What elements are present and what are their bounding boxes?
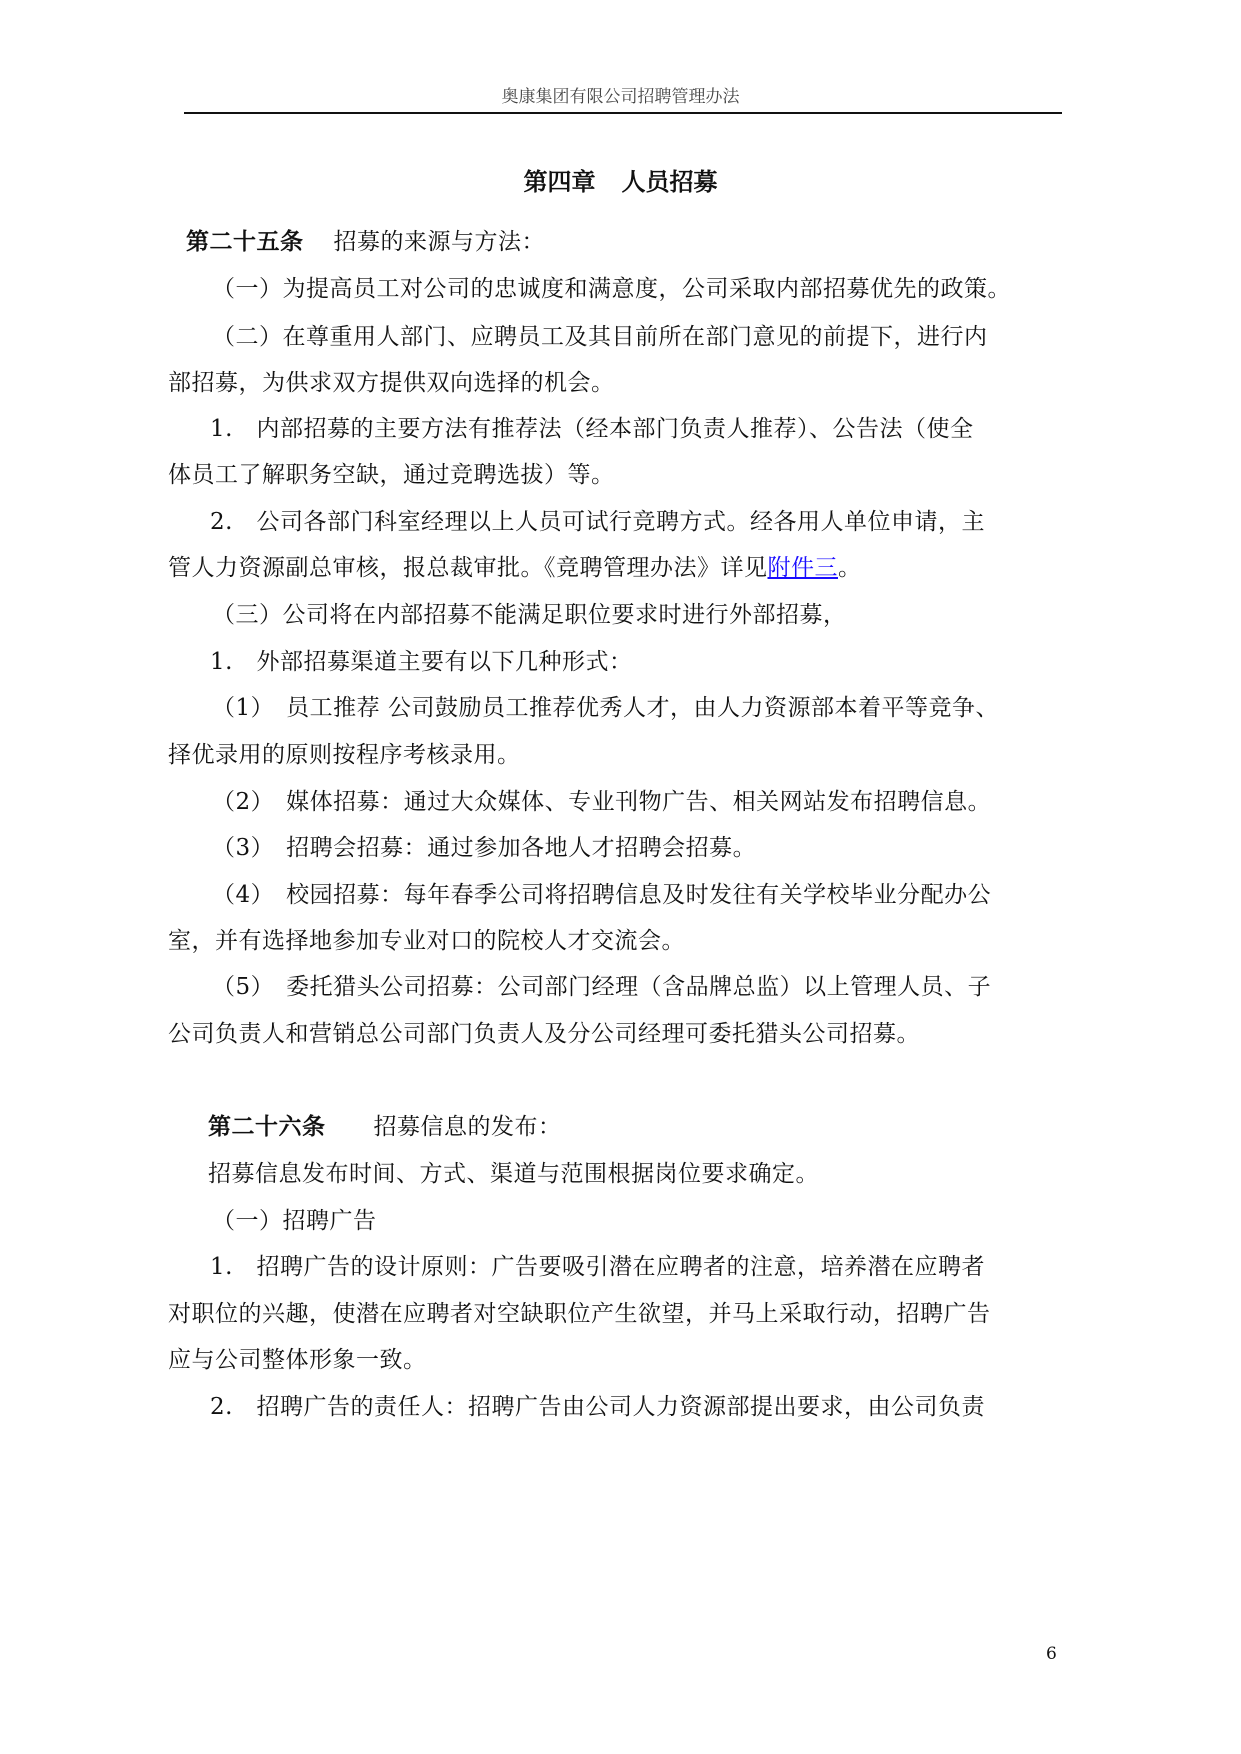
paragraph-line: （3） 招聘会招募：通过参加各地人才招聘会招募。 [212,835,757,861]
paragraph-line: 公司负责人和营销总公司部门负责人及分公司经理可委托猎头公司招募。 [168,1021,920,1047]
paragraph-line: （2） 媒体招募：通过大众媒体、专业刊物广告、相关网站发布招聘信息。 [212,789,992,815]
line-text: 管人力资源副总审核，报总裁审批。《竞聘管理办法》详见 [168,555,768,581]
paragraph-line: 室，并有选择地参加专业对口的院校人才交流会。 [168,928,685,954]
line-end: 。 [838,555,862,581]
paragraph-line: （1） 员工推荐 公司鼓励员工推荐优秀人才，由人力资源部本着平等竞争、 [212,695,999,721]
paragraph-line: 2. 招聘广告的责任人：招聘广告由公司人力资源部提出要求，由公司负责 [210,1394,985,1420]
paragraph-line: 对职位的兴趣，使潜在应聘者对空缺职位产生欲望，并马上采取行动，招聘广告 [168,1301,991,1327]
paragraph-line: 应与公司整体形象一致。 [168,1347,427,1373]
paragraph-line: 体员工了解职务空缺，通过竞聘选拔）等。 [168,462,615,488]
paragraph-line: 部招募，为供求双方提供双向选择的机会。 [168,370,615,396]
article-26-heading [208,1108,562,1141]
paragraph-line: （一）招聘广告 [212,1208,377,1234]
paragraph-line: 2. 公司各部门科室经理以上人员可试行竞聘方式。经各用人单位申请，主 [210,509,985,535]
paragraph-line: 1. 外部招募渠道主要有以下几种形式： [210,649,633,675]
paragraph-line: （一）为提高员工对公司的忠诚度和满意度，公司采取内部招募优先的政策。 [212,276,1011,302]
paragraph-line: （4） 校园招募：每年春季公司将招聘信息及时发往有关学校毕业分配办公 [212,882,992,908]
paragraph-line: （5） 委托猎头公司招募：公司部门经理（含品牌总监）以上管理人员、子 [212,974,992,1000]
paragraph-line: 招募信息发布时间、方式、渠道与范围根据岗位要求确定。 [208,1161,819,1187]
attachment-three-link[interactable]: 附件三 [767,555,838,581]
chapter-heading [0,162,1241,197]
article-label: 第二十六条 [208,1114,326,1140]
paragraph-line: 1. 招聘广告的设计原则：广告要吸引潜在应聘者的注意，培养潜在应聘者 [210,1254,985,1280]
document-title: 奥康集团有限公司招聘管理办法 [501,87,740,107]
article-heading: 招募的来源与方法： [333,229,545,255]
page-number: 6 [1046,1644,1057,1664]
paragraph-line: 1. 内部招募的主要方法有推荐法（经本部门负责人推荐）、公告法（使全 [210,416,974,442]
paragraph-line: （三）公司将在内部招募不能满足职位要求时进行外部招募， [212,602,847,628]
chapter-title: 人员招募 [621,168,718,196]
article-label: 第二十五条 [186,229,304,255]
article-heading: 招募信息的发布： [373,1114,562,1140]
article-25-heading [186,223,545,256]
paragraph-line: （二）在尊重用人部门、应聘员工及其目前所在部门意见的前提下，进行内 [212,324,988,350]
paragraph-line: 择优录用的原则按程序考核录用。 [168,742,521,768]
header-divider [184,112,1062,114]
paragraph-line [168,549,862,582]
chapter-number: 第四章 [523,168,596,196]
